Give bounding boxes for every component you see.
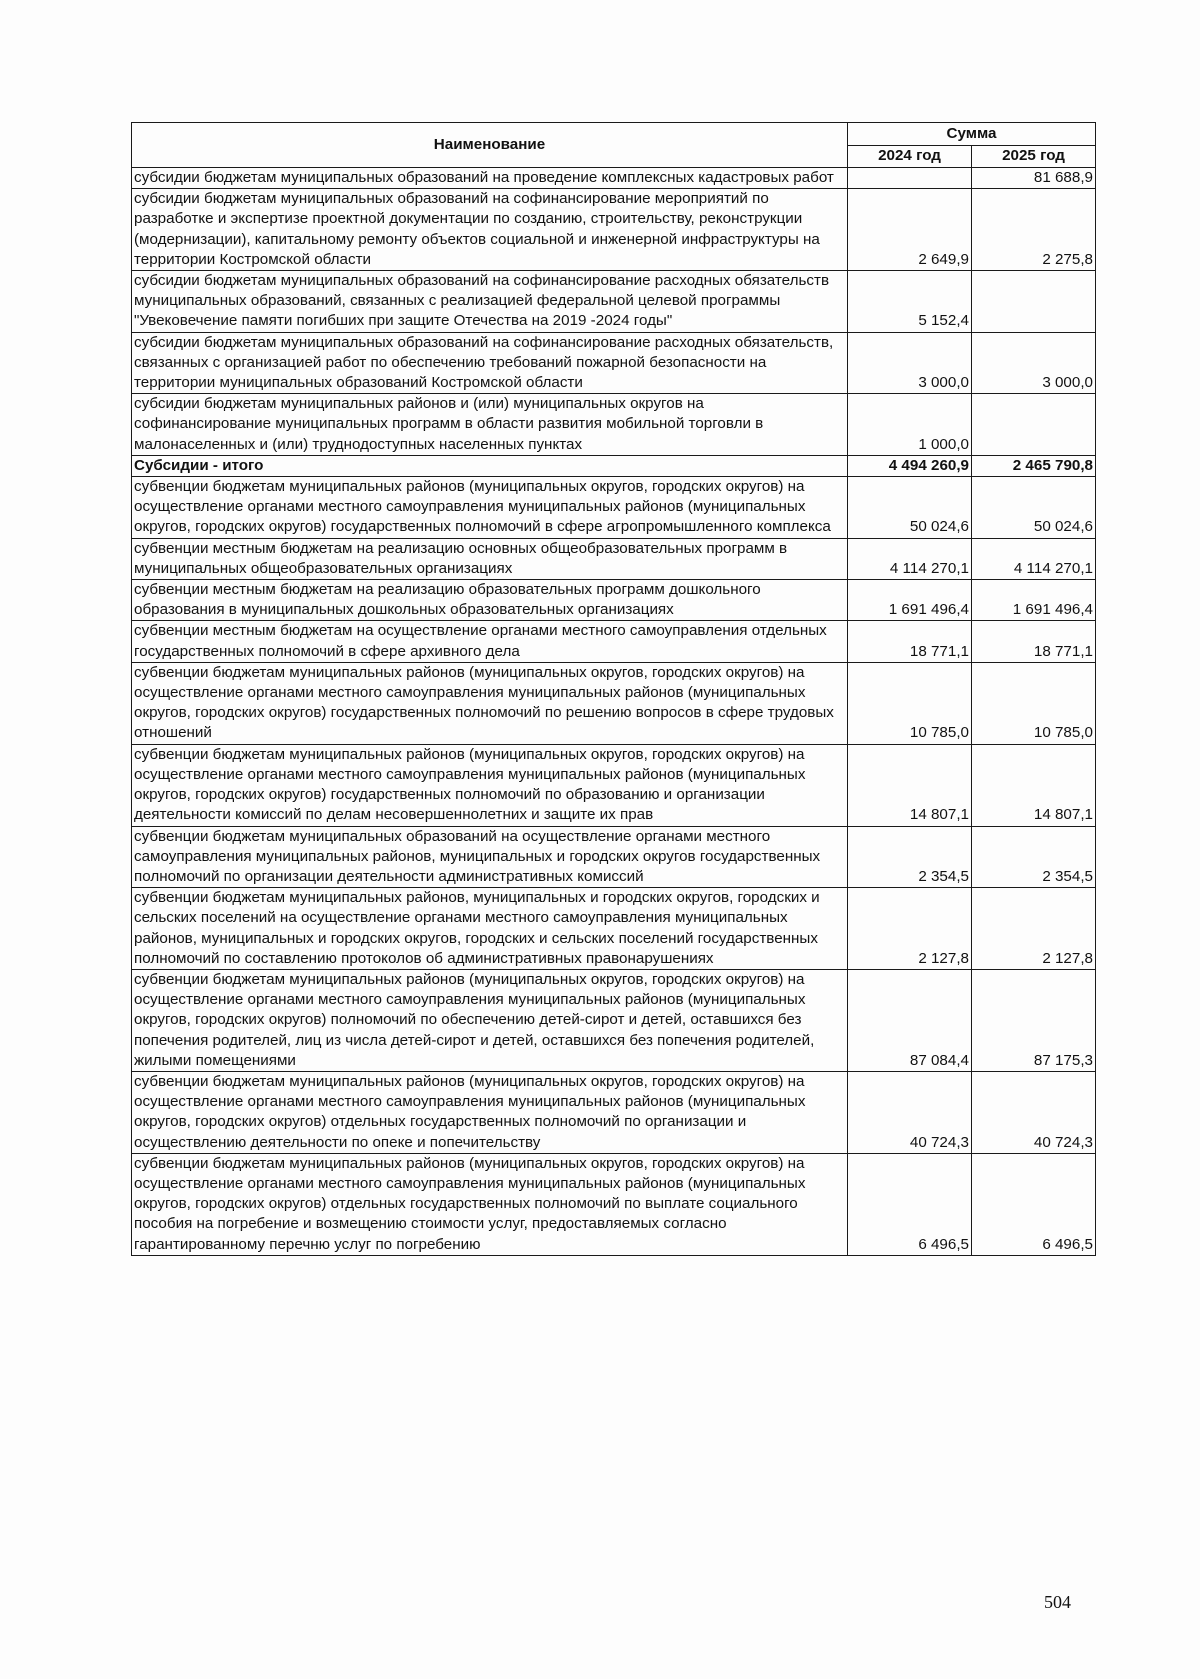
value-2024: 10 785,0: [848, 662, 972, 744]
value-2024: 50 024,6: [848, 477, 972, 539]
year-2025-header: 2025 год: [972, 145, 1096, 168]
table-row: [132, 826, 1096, 888]
row-name: субвенции бюджетам муниципальных районов (муниципальных округов, городских округов) на осуществление органами местного самоуправления муниципальных районов (муниципальных округов, городских округов) полномочий по обеспечению детей-сирот и детей, оставшихся без попечения родителей, лиц из числа детей-сирот и детей, оставшихся без попечения родителей, жилыми помещениями: [132, 969, 848, 1071]
value-2025: 2 354,5: [972, 826, 1096, 888]
table-row: [132, 621, 1096, 662]
row-name: субвенции бюджетам муниципальных районов (муниципальных округов, городских округов) на осуществление органами местного самоуправления муниципальных районов (муниципальных округов, городских округов) государственных полномочий по образованию и организации деятельности комиссий по делам несовершеннолетних и защите их прав: [132, 744, 848, 826]
table-row: [132, 969, 1096, 1071]
value-2025: 87 175,3: [972, 969, 1096, 1071]
value-2025: 14 807,1: [972, 744, 1096, 826]
table-row: [132, 744, 1096, 826]
value-2024: 18 771,1: [848, 621, 972, 662]
table-row: [132, 394, 1096, 456]
value-2025: 1 691 496,4: [972, 580, 1096, 621]
value-2025: 4 114 270,1: [972, 538, 1096, 579]
row-name: субвенции бюджетам муниципальных районов (муниципальных округов, городских округов) на осуществление органами местного самоуправления муниципальных районов (муниципальных округов, городских округов) государственных полномочий в сфере агропромышленного комплекса: [132, 477, 848, 539]
value-2025: 3 000,0: [972, 332, 1096, 394]
table-row: [132, 189, 1096, 271]
table-header: [132, 123, 1096, 168]
value-2024: 4 494 260,9: [848, 455, 972, 476]
row-name: субвенции бюджетам муниципальных районов (муниципальных округов, городских округов) на осуществление органами местного самоуправления муниципальных районов (муниципальных округов, городских округов) отдельных государственных полномочий по организации и осуществлению деятельности по опеке и попечительству: [132, 1071, 848, 1153]
value-2024: 14 807,1: [848, 744, 972, 826]
row-name: Субсидии - итого: [132, 455, 848, 476]
page-number: 504: [1044, 1592, 1071, 1612]
row-name: субвенции бюджетам муниципальных районов (муниципальных округов, городских округов) на осуществление органами местного самоуправления муниципальных районов (муниципальных округов, городских округов) государственных полномочий по решению вопросов в сфере трудовых отношений: [132, 662, 848, 744]
value-2024: 6 496,5: [848, 1153, 972, 1255]
total-row: [132, 455, 1096, 476]
budget-table: [131, 122, 1096, 1256]
row-name: субвенции местным бюджетам на реализацию образовательных программ дошкольного образования в муниципальных дошкольных образовательных организациях: [132, 580, 848, 621]
row-name: субвенции местным бюджетам на реализацию основных общеобразовательных программ в муниципальных общеобразовательных организациях: [132, 538, 848, 579]
value-2025: [972, 394, 1096, 456]
table-row: [132, 332, 1096, 394]
row-name: субвенции бюджетам муниципальных районов (муниципальных округов, городских округов) на осуществление органами местного самоуправления муниципальных районов (муниципальных округов, городских округов) отдельных государственных полномочий по выплате социального пособия на погребение и возмещению стоимости услуг, предоставляемых согласно гарантированному перечню услуг по погребению: [132, 1153, 848, 1255]
table-body: [132, 168, 1096, 1256]
table-row: [132, 1071, 1096, 1153]
table-row: [132, 580, 1096, 621]
value-2024: 1 000,0: [848, 394, 972, 456]
value-2025: 50 024,6: [972, 477, 1096, 539]
value-2025: 18 771,1: [972, 621, 1096, 662]
row-name: субсидии бюджетам муниципальных образований на проведение комплексных кадастровых работ: [132, 168, 848, 189]
value-2025: 2 275,8: [972, 189, 1096, 271]
sum-column-header: Сумма: [848, 123, 1096, 146]
value-2024: 40 724,3: [848, 1071, 972, 1153]
value-2024: [848, 168, 972, 189]
table-row: [132, 168, 1096, 189]
value-2024: 87 084,4: [848, 969, 972, 1071]
table-row: [132, 888, 1096, 970]
row-name: субсидии бюджетам муниципальных образований на софинансирование расходных обязательств муниципальных образований, связанных с реализацией федеральной целевой программы "Увековечение памяти погибших при защите Отечества на 2019 -2024 годы": [132, 271, 848, 333]
table-row: [132, 538, 1096, 579]
value-2024: 1 691 496,4: [848, 580, 972, 621]
value-2025: 81 688,9: [972, 168, 1096, 189]
row-name: субвенции бюджетам муниципальных образований на осуществление органами местного самоуправления муниципальных районов, муниципальных и городских округов государственных полномочий по организации деятельности административных комиссий: [132, 826, 848, 888]
value-2024: 2 354,5: [848, 826, 972, 888]
row-name: субсидии бюджетам муниципальных образований на софинансирование мероприятий по разработке и экспертизе проектной документации по созданию, строительству, реконструкции (модернизации), капитальному ремонту объектов социальной и инженерной инфраструктуры на территории Костромской области: [132, 189, 848, 271]
table-row: [132, 271, 1096, 333]
value-2025: [972, 271, 1096, 333]
value-2025: 40 724,3: [972, 1071, 1096, 1153]
row-name: субсидии бюджетам муниципальных образований на софинансирование расходных обязательств, связанных с организацией работ по обеспечению требований пожарной безопасности на территории муниципальных образований Костромской области: [132, 332, 848, 394]
value-2024: 2 127,8: [848, 888, 972, 970]
value-2024: 4 114 270,1: [848, 538, 972, 579]
value-2024: 5 152,4: [848, 271, 972, 333]
value-2025: 2 465 790,8: [972, 455, 1096, 476]
row-name: субвенции бюджетам муниципальных районов, муниципальных и городских округов, городских и сельских поселений на осуществление органами местного самоуправления муниципальных районов, муниципальных и городских округов, городских и сельских поселений государственных полномочий по составлению протоколов об административных правонарушениях: [132, 888, 848, 970]
value-2025: 10 785,0: [972, 662, 1096, 744]
value-2024: 2 649,9: [848, 189, 972, 271]
row-name: субвенции местным бюджетам на осуществление органами местного самоуправления отдельных государственных полномочий в сфере архивного дела: [132, 621, 848, 662]
table-row: [132, 662, 1096, 744]
value-2025: 2 127,8: [972, 888, 1096, 970]
year-2024-header: 2024 год: [848, 145, 972, 168]
row-name: субсидии бюджетам муниципальных районов и (или) муниципальных округов на софинансирование муниципальных программ в области развития мобильной торговли в малонаселенных и (или) труднодоступных населенных пунктах: [132, 394, 848, 456]
table-row: [132, 477, 1096, 539]
name-column-header: Наименование: [132, 123, 848, 168]
value-2025: 6 496,5: [972, 1153, 1096, 1255]
value-2024: 3 000,0: [848, 332, 972, 394]
table-row: [132, 1153, 1096, 1255]
